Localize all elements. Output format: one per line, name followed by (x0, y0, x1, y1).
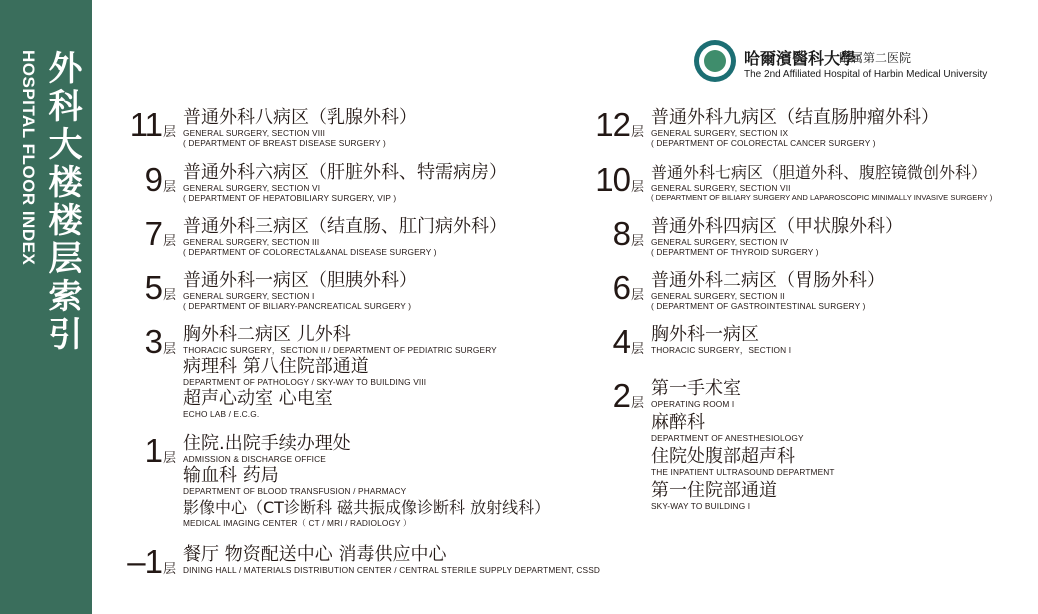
floor-unit-label: 层 (162, 288, 176, 303)
department-name-en: GENERAL SURGERY, SECTION VIII (183, 128, 326, 138)
department-name-cn: 病理科 第八住院部通道 (183, 356, 369, 377)
department-name-en: ADMISSION & DISCHARGE OFFICE (183, 454, 326, 464)
department-entry (183, 325, 497, 355)
department-name-en: GENERAL SURGERY, SECTION I (183, 291, 315, 301)
department-subtitle-en: ( DEPARTMENT OF BILIARY-PANCREATICAL SURGERY ) (183, 301, 412, 311)
floor-unit-label: 层 (162, 180, 176, 195)
department-name-cn: 第一住院部通道 (651, 480, 777, 501)
floor-number (120, 108, 176, 141)
department-entry (183, 498, 550, 528)
floor-number (588, 271, 644, 304)
department-name-en: GENERAL SURGERY, SECTION II (651, 291, 785, 301)
department-entry (183, 108, 417, 148)
floor-number (120, 545, 176, 578)
department-name-en: DEPARTMENT OF BLOOD TRANSFUSION / PHARMACY (183, 486, 407, 496)
department-name-cn: 餐厅 物资配送中心 消毒供应中心 (183, 544, 447, 565)
floor-number (588, 108, 644, 141)
department-name-en: THORACIC SURGERY，SECTION II / DEPARTMENT OF PEDIATRIC SURGERY (183, 345, 497, 355)
department-subtitle-en: ( DEPARTMENT OF COLORECTAL CANCER SURGERY ) (651, 138, 876, 148)
floor-unit-label: 层 (162, 562, 176, 577)
department-name-en: THE INPATIENT ULTRASOUND DEPARTMENT (651, 467, 835, 477)
department-entry (651, 108, 939, 148)
department-entry (651, 379, 741, 409)
department-entry (651, 481, 777, 511)
floor-number-value: 6 (612, 269, 630, 306)
department-entry (651, 447, 835, 477)
department-name-en: GENERAL SURGERY, SECTION IV (651, 237, 789, 247)
floor-unit-label: 层 (630, 342, 644, 357)
department-name-cn: 输血科 药局 (183, 465, 279, 486)
floor-number-value: –1 (127, 543, 162, 580)
department-name-cn: 住院.出院手续办理处 (183, 433, 351, 454)
department-entry (651, 271, 885, 311)
floor-number-value: 11 (129, 106, 162, 143)
department-entry (183, 271, 417, 311)
department-name-cn: 普通外科九病区（结直肠肿瘤外科） (651, 107, 939, 128)
floor-number-value: 9 (144, 161, 162, 198)
department-name-en: GENERAL SURGERY, SECTION III (183, 237, 320, 247)
department-name-cn: 普通外科八病区（乳腺外科） (183, 107, 417, 128)
department-entry (183, 434, 351, 464)
department-entry (183, 357, 426, 387)
floor-number-value: 5 (144, 269, 162, 306)
department-entry (651, 413, 804, 443)
department-name-cn: 麻醉科 (651, 412, 705, 433)
department-name-cn: 普通外科三病区（结直肠、肛门病外科） (183, 216, 507, 237)
department-name-cn: 普通外科七病区（胆道外科、腹腔镜微创外科） (651, 163, 988, 182)
department-entry (183, 389, 333, 419)
department-name-cn: 超声心动室 心电室 (183, 388, 333, 409)
floor-unit-label: 层 (630, 125, 644, 140)
floor-unit-label: 层 (162, 451, 176, 466)
department-name-cn: 普通外科一病区（胆胰外科） (183, 270, 417, 291)
hospital-logo (694, 40, 994, 84)
floor-unit-label: 层 (630, 180, 644, 195)
floor-number (120, 217, 176, 250)
department-name-en: OPERATING ROOM I (651, 399, 735, 409)
floor-number (120, 271, 176, 304)
department-entry (183, 163, 507, 203)
floor-number (120, 434, 176, 467)
department-name-en: DINING HALL / MATERIALS DISTRIBUTION CENTER / CENTRAL STERILE SUPPLY DEPARTMENT, CSSD (183, 565, 601, 575)
floor-number-value: 2 (612, 377, 630, 414)
department-name-cn: 影像中心（CT诊断科 磁共振成像诊断科 放射线科） (183, 498, 551, 517)
department-name-en: ECHO LAB / E.C.G. (183, 409, 260, 419)
floor-number-value: 1 (144, 432, 162, 469)
floor-number-value: 8 (612, 215, 630, 252)
logo-name-en: The 2nd Affiliated Hospital of Harbin Medical University (744, 69, 988, 80)
floor-number-value: 3 (144, 323, 162, 360)
department-name-cn: 普通外科四病区（甲状腺外科） (651, 216, 903, 237)
logo-sub-cn: 附属第二医院 (839, 51, 912, 65)
department-subtitle-en: ( DEPARTMENT OF BREAST DISEASE SURGERY ) (183, 138, 386, 148)
floor-number (588, 325, 644, 358)
floor-number (588, 217, 644, 250)
department-name-cn: 胸外科一病区 (651, 324, 759, 345)
hospital-emblem-icon (694, 40, 736, 82)
department-subtitle-en: ( DEPARTMENT OF BILIARY SURGERY AND LAPAROSCOPIC MINIMALLY INVASIVE SURGERY ) (651, 193, 993, 202)
department-entry (183, 466, 406, 496)
floor-number (588, 379, 644, 412)
department-name-cn: 第一手术室 (651, 378, 741, 399)
department-entry (651, 163, 992, 203)
floor-number-value: 10 (595, 161, 630, 198)
department-name-cn: 住院处腹部超声科 (651, 446, 795, 467)
department-name-en: GENERAL SURGERY, SECTION VI (183, 183, 321, 193)
department-subtitle-en: ( DEPARTMENT OF COLORECTAL&ANAL DISEASE SURGERY ) (183, 247, 437, 257)
department-entry (651, 325, 791, 355)
department-entry (183, 545, 600, 575)
department-subtitle-en: ( DEPARTMENT OF HEPATOBILIARY SURGERY, VIP ) (183, 193, 397, 203)
floor-unit-label: 层 (162, 234, 176, 249)
floor-number (120, 325, 176, 358)
sidebar-title-cn: 外科大楼楼层索引 (42, 50, 82, 354)
department-name-en: GENERAL SURGERY, SECTION VII (651, 183, 791, 193)
department-name-en: THORACIC SURGERY，SECTION I (651, 345, 792, 355)
department-name-en: SKY-WAY TO BUILDING I (651, 501, 751, 511)
floor-unit-label: 层 (630, 288, 644, 303)
department-entry (183, 217, 507, 257)
floor-number-value: 4 (612, 323, 630, 360)
department-name-en: DEPARTMENT OF ANESTHESIOLOGY (651, 433, 804, 443)
floor-unit-label: 层 (162, 342, 176, 357)
floor-number (120, 163, 176, 196)
floor-unit-label: 层 (630, 396, 644, 411)
sidebar (0, 0, 92, 614)
floor-number-value: 12 (595, 106, 630, 143)
department-name-cn: 普通外科二病区（胃肠外科） (651, 270, 885, 291)
department-subtitle-en: ( DEPARTMENT OF THYROID SURGERY ) (651, 247, 819, 257)
department-entry (651, 217, 903, 257)
floor-number (588, 163, 644, 196)
floor-unit-label: 层 (162, 125, 176, 140)
department-name-en: DEPARTMENT OF PATHOLOGY / SKY-WAY TO BUILDING VIII (183, 377, 427, 387)
floor-unit-label: 层 (630, 234, 644, 249)
department-name-en: MEDICAL IMAGING CENTER（ CT / MRI / RADIOLOGY ） (183, 518, 412, 528)
department-name-en: GENERAL SURGERY, SECTION IX (651, 128, 789, 138)
logo-name-cn: 哈爾濱醫科大學 (744, 49, 857, 68)
department-subtitle-en: ( DEPARTMENT OF GASTROINTESTINAL SURGERY ) (651, 301, 866, 311)
floor-number-value: 7 (144, 215, 162, 252)
department-name-cn: 胸外科二病区 儿外科 (183, 324, 351, 345)
sidebar-title-en: HOSPITAL FLOOR INDEX (19, 50, 38, 266)
department-name-cn: 普通外科六病区（肝脏外科、特需病房） (183, 162, 507, 183)
